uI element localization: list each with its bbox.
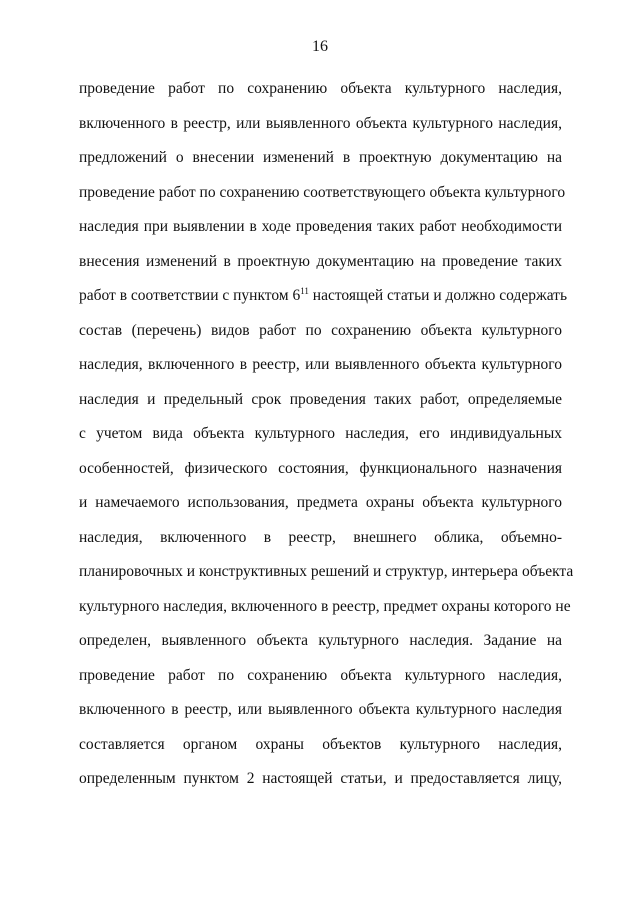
text-line: наследия, включенного в реестр, внешнего облика, объемно- [79,528,562,546]
text-line: включенного в реестр, или выявленного объекта культурного наследия, [79,114,562,132]
text-line: культурного наследия, включенного в реестр, предмет охраны которого не [79,597,571,615]
text-segment: настоящей статьи и должно содержать [308,287,568,304]
text-line: проведение работ по сохранению объекта культурного наследия, [79,666,562,684]
text-line: наследия, включенного в реестр, или выявленного объекта культурного [79,356,562,373]
text-line: составляется органом охраны объектов культурного наследия, [79,735,562,753]
text-line: определенным пунктом 2 настоящей статьи, и предоставляется лицу, [79,770,562,787]
text-line: с учетом вида объекта культурного наследия, его индивидуальных [79,425,562,442]
text-line: наследия и предельный срок проведения таких работ, определяемые [79,390,562,408]
text-line: включенного в реестр, или выявленного объекта культурного наследия [79,701,562,718]
text-line: определен, выявленного объекта культурного наследия. Задание на [79,632,562,649]
text-line: наследия при выявлении в ходе проведения таких работ необходимости [79,218,562,235]
superscript: 11 [300,285,309,296]
text-line: планировочных и конструктивных решений и структур, интерьера объекта [79,563,574,580]
body-text [79,72,574,797]
text-line: внесения изменений в проектную документацию на проведение таких [79,252,562,270]
text-line: предложений о внесении изменений в проектную документацию на [79,149,562,166]
page-number: 16 [312,38,328,55]
text-line: и намечаемого использования, предмета охраны объекта культурного [79,494,562,511]
text-line: особенностей, физического состояния, функционального назначения [79,459,562,477]
text-line-with-superscript [79,279,568,314]
text-segment: работ в соответствии с пунктом 6 [79,287,301,304]
text-line: проведение работ по сохранению объекта культурного наследия, [79,80,562,97]
text-line: состав (перечень) видов работ по сохранению объекта культурного [79,321,562,339]
text-line: проведение работ по сохранению соответствующего объекта культурного [79,183,566,201]
